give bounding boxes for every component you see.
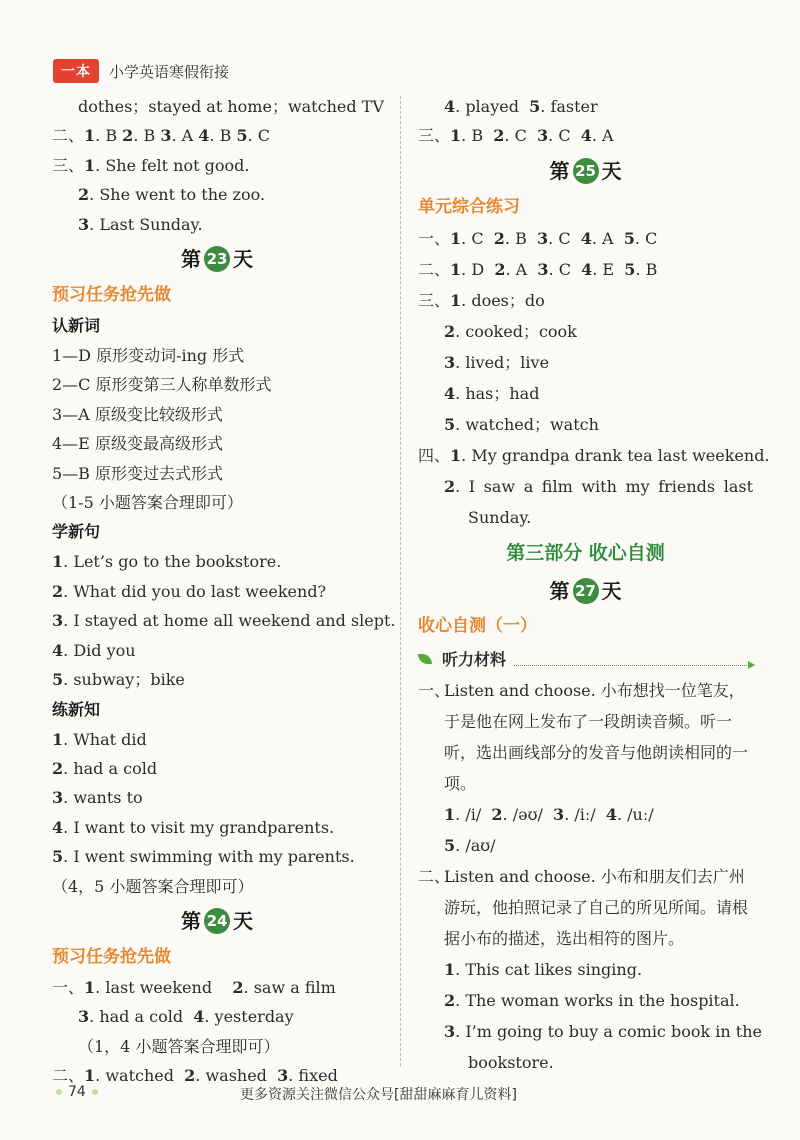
question-number: 2 xyxy=(494,259,506,279)
answer-line xyxy=(52,973,382,1002)
answer-line xyxy=(52,547,382,576)
answer-text: . lived；live xyxy=(455,352,550,372)
question-number: 4 xyxy=(444,383,456,403)
question-number: 3 xyxy=(553,804,565,824)
answer-line xyxy=(52,636,382,665)
question-number: 4 xyxy=(605,804,617,824)
question-number: 4 xyxy=(52,817,64,837)
answer-line xyxy=(418,799,753,830)
question-number: 2 xyxy=(232,977,244,997)
question-number: 1 xyxy=(84,126,96,146)
answer-line xyxy=(418,223,753,254)
question-number: 2 xyxy=(493,126,505,146)
answer-text: . watched xyxy=(95,1066,185,1086)
question-number: 3 xyxy=(537,228,549,248)
leaf-icon xyxy=(418,654,432,664)
section-title: 预习任务抢先做 xyxy=(52,285,171,306)
answer-line xyxy=(418,1016,762,1047)
day-number-badge: 23 xyxy=(204,246,230,272)
question-number: 3 xyxy=(160,126,172,146)
part-title: 第三部分 收心自测 xyxy=(506,541,665,564)
answer-line: 3—A 原级变比较级形式 xyxy=(52,404,223,424)
answer-text: 一、 xyxy=(52,977,85,997)
answer-text: . B xyxy=(95,126,123,146)
answer-text: . faster xyxy=(540,97,598,116)
question-number: 2 xyxy=(52,581,64,601)
answer-text: . fixed xyxy=(288,1066,338,1086)
question-number: 5 xyxy=(624,259,636,279)
dot-icon xyxy=(92,1089,98,1095)
answer-line xyxy=(52,754,382,783)
question-number: 3 xyxy=(52,611,64,631)
answer-note: （1-5 小题答案合理即可） xyxy=(52,493,243,513)
day-number-badge: 24 xyxy=(204,908,230,934)
answer-note: （1，4 小题答案合理即可） xyxy=(78,1036,280,1056)
answer-text: . I want to visit my grandparents. xyxy=(63,817,335,837)
answer-text: . wants to xyxy=(63,788,143,808)
answer-text: . cooked；cook xyxy=(455,321,577,341)
answer-text: 一、 xyxy=(418,228,451,248)
answer-text: . C xyxy=(634,228,658,248)
question-number: 3 xyxy=(444,1021,456,1041)
answer-line xyxy=(418,92,753,121)
answer-text: . B xyxy=(635,259,658,279)
question-number: 2 xyxy=(493,228,505,248)
day-number-badge: 25 xyxy=(573,158,599,184)
answer-text: . A xyxy=(591,126,614,146)
answer-text: . A xyxy=(171,126,199,146)
section-title: 收心自测（一） xyxy=(418,615,537,636)
answer-line xyxy=(418,440,770,471)
answer-text: . What did you do last weekend? xyxy=(63,581,327,601)
answer-text: . E xyxy=(592,259,625,279)
answer-line xyxy=(418,954,753,985)
column-divider xyxy=(400,96,401,1066)
answer-line xyxy=(52,783,382,812)
question-number: 4 xyxy=(580,228,592,248)
answer-line xyxy=(52,1002,382,1031)
answer-line: bookstore. xyxy=(468,1052,554,1072)
section-title: 预习任务抢先做 xyxy=(52,946,171,967)
question-number: 1 xyxy=(84,1066,96,1086)
answer-text: . I went swimming with my parents. xyxy=(63,847,355,867)
question-number: 1 xyxy=(450,259,462,279)
day-heading-23: 第 23 天 xyxy=(181,247,253,272)
answer-line xyxy=(418,347,753,378)
question-number: 3 xyxy=(537,126,549,146)
answer-line xyxy=(52,151,382,180)
question-number: 1 xyxy=(450,290,462,310)
answer-text: . /uː/ xyxy=(616,804,654,824)
brand-logo: 一本 xyxy=(53,59,99,83)
question-number: 5 xyxy=(444,835,456,855)
footer-note: 更多资源关注微信公众号[甜甜麻麻育儿资料] xyxy=(240,1087,517,1103)
book-title: 小学英语寒假衔接 xyxy=(109,62,230,81)
day-number-badge: 27 xyxy=(573,578,599,604)
right-column xyxy=(418,92,770,1078)
answer-text: . last weekend xyxy=(95,977,233,997)
question-number: 3 xyxy=(78,1007,90,1027)
answer-text: . C xyxy=(548,126,581,146)
question-number: 1 xyxy=(444,959,456,979)
answer-line xyxy=(52,606,396,635)
question-number: 1 xyxy=(450,228,462,248)
question-number: 5 xyxy=(236,126,248,146)
question-number: 4 xyxy=(444,97,456,116)
answer-line: 5—B 原形变过去式形式 xyxy=(52,463,224,483)
answer-line xyxy=(52,121,382,150)
answer-line xyxy=(52,725,382,754)
question-number: 3 xyxy=(78,214,90,234)
answer-line: dothes；stayed at home；watched TV xyxy=(78,97,384,116)
answer-text: . C xyxy=(247,126,270,146)
answer-text: . saw a film xyxy=(243,977,336,997)
answer-text: 二、 xyxy=(52,1066,85,1086)
answer-text: . Last Sunday. xyxy=(89,214,203,234)
answer-line xyxy=(52,842,382,871)
dotted-rule xyxy=(514,651,753,666)
answer-line xyxy=(52,180,382,209)
subsection-title: 认新词 xyxy=(52,316,101,336)
answer-text: . yesterday xyxy=(204,1007,294,1027)
answer-text: . She felt not good. xyxy=(95,155,250,175)
answer-text: . played xyxy=(455,97,530,116)
question-number: 2 xyxy=(184,1066,196,1086)
answer-text: . C xyxy=(461,228,494,248)
page-header xyxy=(53,58,229,84)
answer-line xyxy=(52,813,382,842)
answer-text: 二、 xyxy=(52,126,85,146)
answer-text: . D xyxy=(461,259,495,279)
question-number: 1 xyxy=(52,552,64,572)
answer-line xyxy=(52,577,382,606)
question-number: 2 xyxy=(444,321,456,341)
answer-line: Sunday. xyxy=(468,507,532,527)
answer-text: . Did you xyxy=(63,640,136,660)
answer-text: . /aʊ/ xyxy=(455,835,496,855)
answer-text: 三、 xyxy=(418,126,451,146)
question-number: 4 xyxy=(198,126,210,146)
answer-line xyxy=(52,665,382,694)
answer-text: . /iː/ xyxy=(564,804,606,824)
answer-text: . /əʊ/ xyxy=(502,804,554,824)
question-number: 1 xyxy=(450,126,462,146)
question-number: 2 xyxy=(78,185,90,205)
answer-text: . A xyxy=(505,259,538,279)
listening-heading: 听力材料 xyxy=(418,643,753,675)
subsection-title: 学新句 xyxy=(52,522,101,542)
answer-text: . I stayed at home all weekend and slept. xyxy=(63,611,396,631)
answer-text: . A xyxy=(591,228,624,248)
question-number: 2 xyxy=(122,126,134,146)
question-paragraph: 一、 Listen and choose. 小布想找一位笔友，于是他在网上发布了一段朗读音频。听一听，选出画线部分的发音与他朗读相同的一项。 xyxy=(418,680,749,793)
question-number: 3 xyxy=(277,1066,289,1086)
page-number: 74 xyxy=(50,1084,104,1100)
answer-text: . B xyxy=(461,126,494,146)
question-number: 4 xyxy=(193,1007,205,1027)
day-heading-27: 第 27 天 xyxy=(549,578,622,603)
question-number: 1 xyxy=(450,445,462,465)
answer-line: 2—C 原形变第三人称单数形式 xyxy=(52,375,272,395)
question-number: 4 xyxy=(52,640,64,660)
answer-text: . This cat likes singing. xyxy=(455,959,643,979)
answer-text: . My grandpa drank tea last weekend. xyxy=(461,445,770,465)
answer-text: . Let’s go to the bookstore. xyxy=(63,552,282,572)
answer-text: . B xyxy=(133,126,161,146)
answer-line xyxy=(418,285,753,316)
answer-text: . washed xyxy=(195,1066,278,1086)
answer-text: 二、 xyxy=(418,259,451,279)
day-heading-25: 第 25 天 xyxy=(549,158,622,183)
answer-line xyxy=(418,254,753,285)
answer-text: 三、 xyxy=(418,290,451,310)
dot-icon xyxy=(56,1089,62,1095)
answer-line: 4—E 原级变最高级形式 xyxy=(52,434,223,454)
section-title: 单元综合练习 xyxy=(418,196,520,217)
answer-line xyxy=(418,316,753,347)
answer-text: 四、 xyxy=(418,445,451,465)
answer-text: . had a cold xyxy=(63,758,158,778)
answer-text: . I’m going to buy a comic book in the xyxy=(455,1021,762,1041)
answer-line xyxy=(52,210,382,239)
question-number: 2 xyxy=(444,990,456,1010)
answer-text: . watched；watch xyxy=(455,414,599,434)
question-number: 1 xyxy=(444,804,456,824)
answer-text: . subway；bike xyxy=(63,670,185,690)
question-number: 1 xyxy=(52,729,64,749)
question-number: 2 xyxy=(491,804,503,824)
answer-line xyxy=(418,830,753,861)
subsection-title: 练新知 xyxy=(52,699,101,719)
answer-text: . B xyxy=(209,126,237,146)
question-number: 2 xyxy=(52,758,64,778)
answer-text: . What did xyxy=(63,729,147,749)
question-number: 3 xyxy=(444,352,456,372)
answer-text: . C xyxy=(504,126,537,146)
answer-line xyxy=(418,378,753,409)
answer-text: . She went to the zoo. xyxy=(89,185,266,205)
question-number: 5 xyxy=(444,414,456,434)
answer-text: . I saw a film with my friends last xyxy=(455,476,753,496)
question-number: 1 xyxy=(84,977,96,997)
answer-text: . does；do xyxy=(461,290,545,310)
answer-text: . The woman works in the hospital. xyxy=(455,990,740,1010)
left-column xyxy=(52,92,396,1091)
question-number: 1 xyxy=(84,155,96,175)
answer-text: . C xyxy=(548,228,581,248)
question-number: 5 xyxy=(52,670,64,690)
answer-text: 三、 xyxy=(52,155,85,175)
question-number: 3 xyxy=(537,259,549,279)
day-heading-24: 第 24 天 xyxy=(181,908,253,933)
question-number: 3 xyxy=(52,788,64,808)
answer-line xyxy=(418,121,753,150)
question-number: 5 xyxy=(623,228,635,248)
answer-text: . /i/ xyxy=(455,804,492,824)
answer-text: . has；had xyxy=(455,383,540,403)
question-number: 4 xyxy=(581,259,593,279)
answer-text: . C xyxy=(548,259,582,279)
answer-text: . had a cold xyxy=(89,1007,194,1027)
answer-line xyxy=(418,409,753,440)
answer-line xyxy=(418,985,753,1016)
question-number: 4 xyxy=(580,126,592,146)
question-paragraph: 二、 Listen and choose. 小布和朋友们去广州游玩，他拍照记录了自己的所见所闻。请根据小布的描述，选出相符的图片。 xyxy=(418,866,749,948)
question-number: 5 xyxy=(52,847,64,867)
question-number: 2 xyxy=(444,476,456,496)
answer-line xyxy=(418,471,753,502)
answer-note: （4，5 小题答案合理即可） xyxy=(52,876,254,896)
answer-line: 1—D 原形变动词-ing 形式 xyxy=(52,346,245,366)
question-number: 5 xyxy=(529,97,541,116)
answer-text: . B xyxy=(504,228,537,248)
